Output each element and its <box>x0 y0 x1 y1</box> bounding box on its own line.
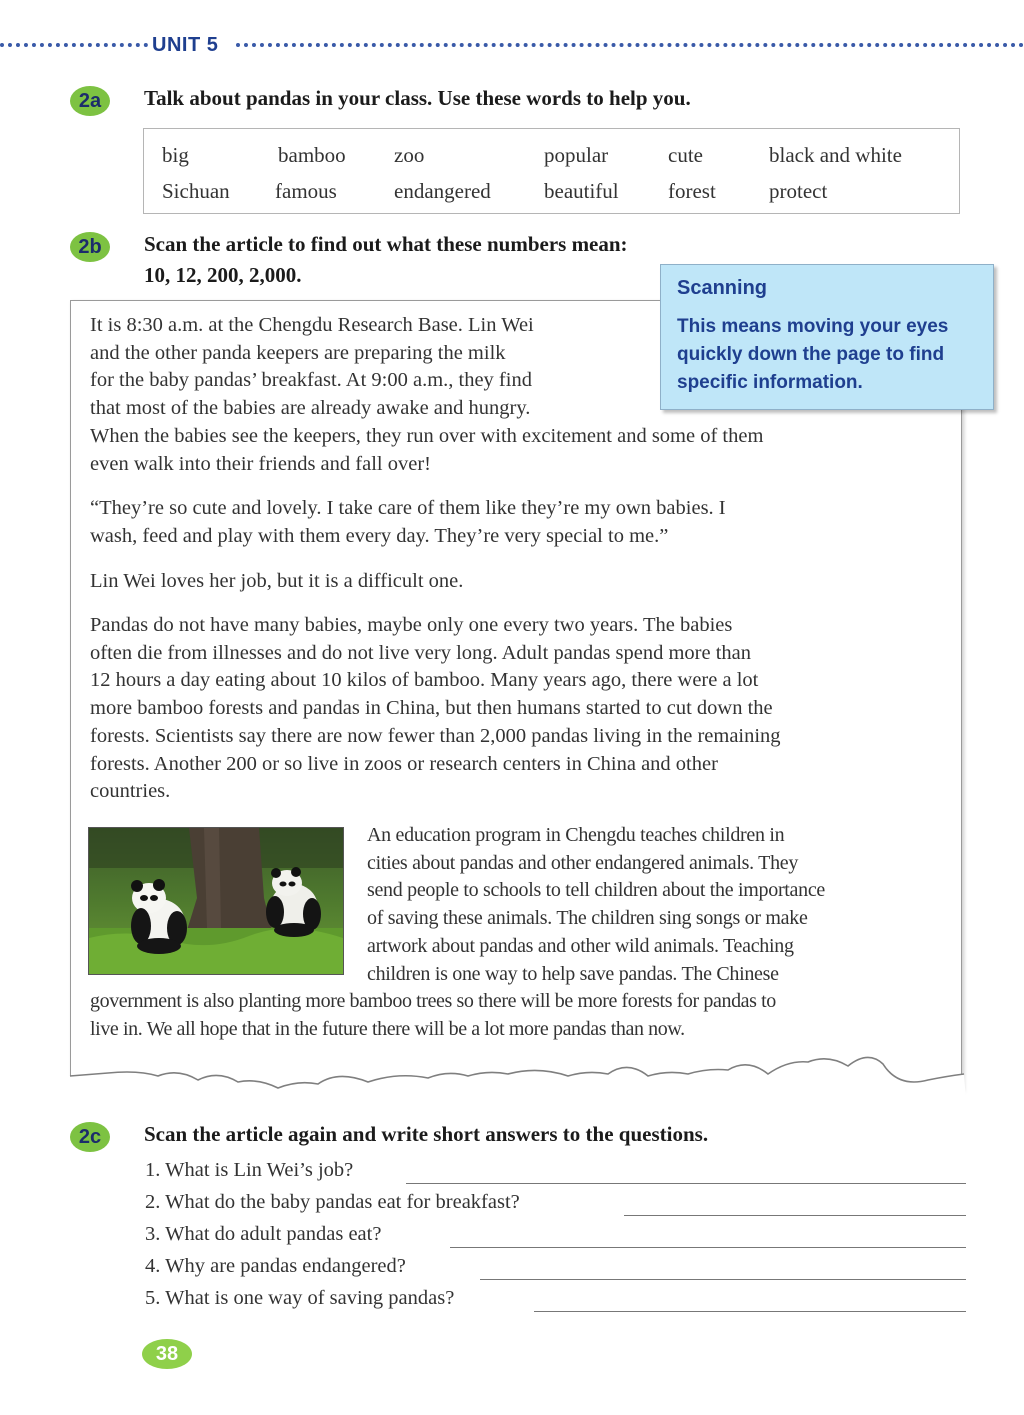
word-bank-item: Sichuan <box>162 179 230 203</box>
panda-photo-image <box>89 828 343 974</box>
scanning-note <box>660 264 994 410</box>
header-dots-right <box>236 43 1024 47</box>
article-line: even walk into their friends and fall over! <box>90 452 431 475</box>
article-line: Lin Wei loves her job, but it is a difficult one. <box>90 570 464 592</box>
article-line: forests. Another 200 or so live in zoos or research centers in China and other <box>90 752 718 775</box>
question-4: 4. Why are pandas endangered? <box>145 1255 406 1277</box>
article-line: 12 hours a day eating about 10 kilos of bamboo. Many years ago, there were a lot <box>90 669 759 692</box>
article-line: cities about pandas and other endangered animals. They <box>367 851 799 874</box>
torn-edge-decoration <box>68 1040 966 1100</box>
article-line: When the babies see the keepers, they run over with excitement and some of them <box>90 424 764 447</box>
page-number: 38 <box>142 1339 192 1369</box>
article-line: wash, feed and play with them every day. They’re very special to me.” <box>90 524 669 547</box>
article-line: children is one way to help save pandas. The Chinese <box>367 962 779 985</box>
section-2a-badge: 2a <box>70 86 110 116</box>
word-bank-item: endangered <box>394 179 491 203</box>
section-2b-instruction-line2: 10, 12, 200, 2,000. <box>144 263 302 287</box>
word-bank <box>143 128 960 214</box>
article-line: more bamboo forests and pandas in China, but then humans started to cut down the <box>90 697 773 720</box>
article-line: countries. <box>90 780 171 803</box>
unit-label: UNIT 5 <box>152 34 219 56</box>
scanning-note-title: Scanning <box>677 277 768 299</box>
question-1: 1. What is Lin Wei’s job? <box>145 1159 354 1181</box>
answer-line-4[interactable] <box>480 1279 966 1280</box>
article-line: live in. We all hope that in the future there will be a lot more pandas than now. <box>90 1017 685 1040</box>
article-line: An education program in Chengdu teaches children in <box>367 824 785 846</box>
article-line: send people to schools to tell children about the importance <box>367 879 825 902</box>
word-bank-item: zoo <box>394 143 425 167</box>
article-line: that most of the babies are already awake and hungry. <box>90 397 531 420</box>
scanning-note-line: quickly down the page to find <box>677 344 945 365</box>
article-line: forests. Scientists say there are now fewer than 2,000 pandas living in the remaining <box>90 724 781 747</box>
scanning-note-line: This means moving your eyes <box>677 316 949 337</box>
article-paragraph-5-full <box>90 988 776 1043</box>
scanning-note-body <box>677 313 987 397</box>
article-paragraph-4 <box>90 612 781 806</box>
article-line: Pandas do not have many babies, maybe only one every two years. The babies <box>90 614 733 636</box>
section-2b-badge: 2b <box>70 232 110 262</box>
word-bank-item: famous <box>275 179 337 203</box>
word-bank-item: cute <box>668 143 703 167</box>
section-2b-instruction-line1: Scan the article to find out what these numbers mean: <box>144 232 628 256</box>
header-dots-left <box>0 43 148 47</box>
answer-line-1[interactable] <box>406 1183 966 1184</box>
article-paragraph-3 <box>90 568 463 596</box>
article-line: and the other panda keepers are preparing the milk <box>90 341 506 364</box>
scanning-note-line: specific information. <box>677 372 863 393</box>
article-line: often die from illnesses and do not live very long. Adult pandas spend more than <box>90 641 751 664</box>
answer-line-5[interactable] <box>534 1311 966 1312</box>
article-line: for the baby pandas’ breakfast. At 9:00 a.m., they find <box>90 369 532 392</box>
section-2c-badge: 2c <box>70 1122 110 1152</box>
panda-photo <box>88 827 344 975</box>
word-bank-item: popular <box>544 143 609 167</box>
article-line: “They’re so cute and lovely. I take care of them like they’re my own babies. I <box>90 497 726 519</box>
section-2c-instruction: Scan the article again and write short answers to the questions. <box>144 1122 709 1146</box>
unit-header <box>0 34 1024 54</box>
article-line: It is 8:30 a.m. at the Chengdu Research Base. Lin Wei <box>90 314 534 336</box>
word-bank-item: protect <box>769 179 828 203</box>
article-line: of saving these animals. The children sing songs or make <box>367 907 808 930</box>
word-bank-item: black and white <box>769 143 902 167</box>
question-5: 5. What is one way of saving pandas? <box>145 1287 455 1309</box>
article-paragraph-2 <box>90 495 726 550</box>
word-bank-item: beautiful <box>544 179 619 203</box>
section-2a-instruction: Talk about pandas in your class. Use these words to help you. <box>144 86 691 110</box>
word-bank-item: big <box>162 143 189 167</box>
article-paragraph-5-wrap <box>367 822 825 988</box>
word-bank-item: bamboo <box>278 143 346 167</box>
article-line: artwork about pandas and other wild animals. Teaching <box>367 934 794 957</box>
question-2: 2. What do the baby pandas eat for breakfast? <box>145 1191 520 1213</box>
article-line: government is also planting more bamboo trees so there will be more forests for pandas to <box>90 990 776 1012</box>
question-3: 3. What do adult pandas eat? <box>145 1223 382 1245</box>
answer-line-2[interactable] <box>624 1215 966 1216</box>
word-bank-item: forest <box>668 179 716 203</box>
answer-line-3[interactable] <box>450 1247 966 1248</box>
